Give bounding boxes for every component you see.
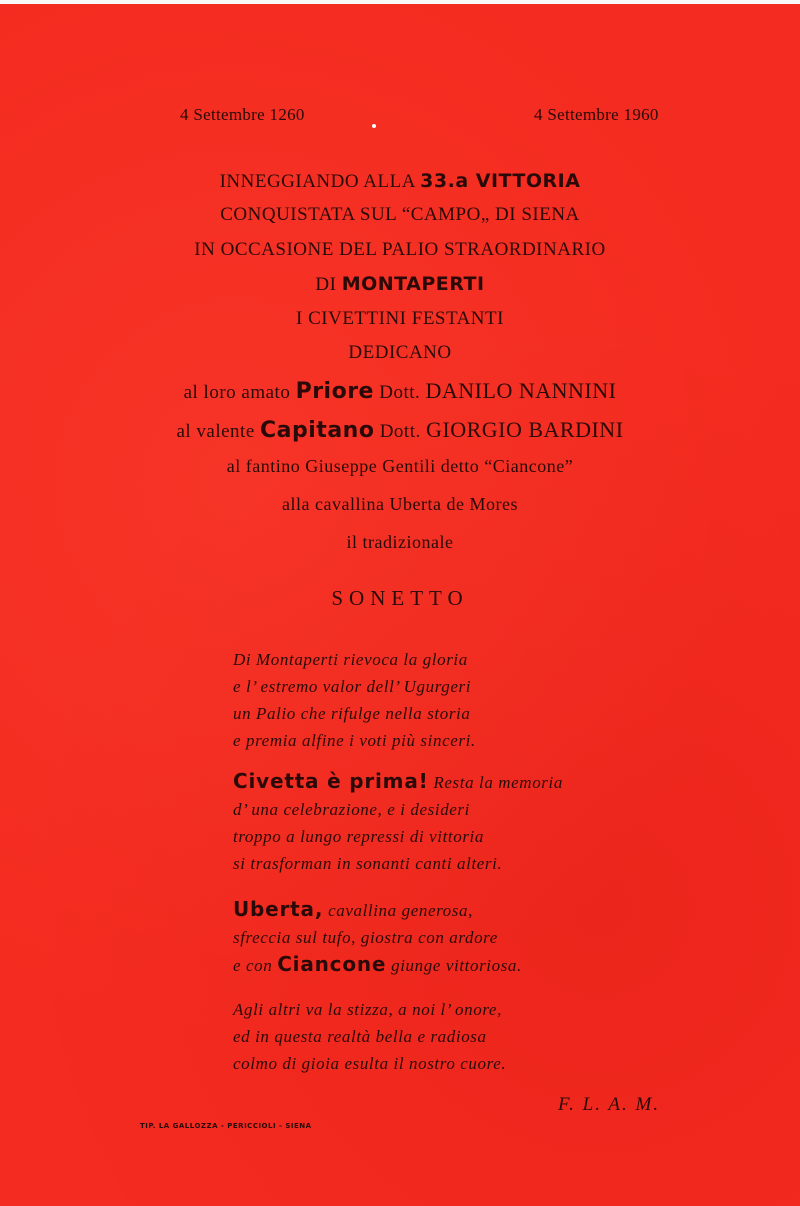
poem-stanza-2: Civetta è prima! Resta la memoria d’ una celebrazione, e i desideri troppo a lungo repressi di vittoria si trasforman in sonanti canti alteri. <box>233 769 563 873</box>
dedication-line-3: IN OCCASIONE DEL PALIO STRAORDINARIO <box>194 239 606 260</box>
printer-imprint: TIP. LA GALLOZZA - PERICCIOLI - SIENA <box>140 1122 312 1130</box>
poem-stanza-3: Uberta, cavallina generosa, sfreccia sul tufo, giostra con ardore e con Ciancone giunge vittoriosa. <box>233 897 522 976</box>
dedication-line-4: DI MONTAPERTI <box>315 273 485 295</box>
signature: F. L. A. M. <box>558 1094 661 1115</box>
dedication-line-8: al valente Capitano Dott. GIORGIO BARDINI <box>176 417 624 443</box>
dedication-line-9: al fantino Giuseppe Gentili detto “Ciancone” <box>226 456 574 476</box>
date-left: 4 Settembre 1260 <box>180 105 305 124</box>
dedication-line-7: al loro amato Priore Dott. DANILO NANNINI <box>183 378 617 404</box>
dedication-line-11: il tradizionale <box>346 532 454 552</box>
dot-mark <box>372 124 376 128</box>
poem-stanza-1: Di Montaperti rievoca la gloria e l’ estremo valor dell’ Ugurgeri un Palio che rifulge nella storia e premia alfine i voti più sinceri. <box>233 650 476 750</box>
dedication-line-10: alla cavallina Uberta de Mores <box>282 494 518 514</box>
dedication-line-5: I CIVETTINI FESTANTI <box>296 308 504 329</box>
date-right: 4 Settembre 1960 <box>534 105 659 124</box>
dedication-line-6: DEDICANO <box>348 342 452 363</box>
red-leaflet <box>0 4 800 1206</box>
poem-stanza-4: Agli altri va la stizza, a noi l’ onore, ed in questa realtà bella e radiosa colmo di gioia esulta il nostro cuore. <box>233 1000 507 1073</box>
poem-title: SONETTO <box>331 586 469 610</box>
dedication-line-1: INNEGGIANDO ALLA 33.a VITTORIA <box>219 170 581 192</box>
dedication-line-2: CONQUISTATA SUL “CAMPO„ DI SIENA <box>220 204 580 225</box>
